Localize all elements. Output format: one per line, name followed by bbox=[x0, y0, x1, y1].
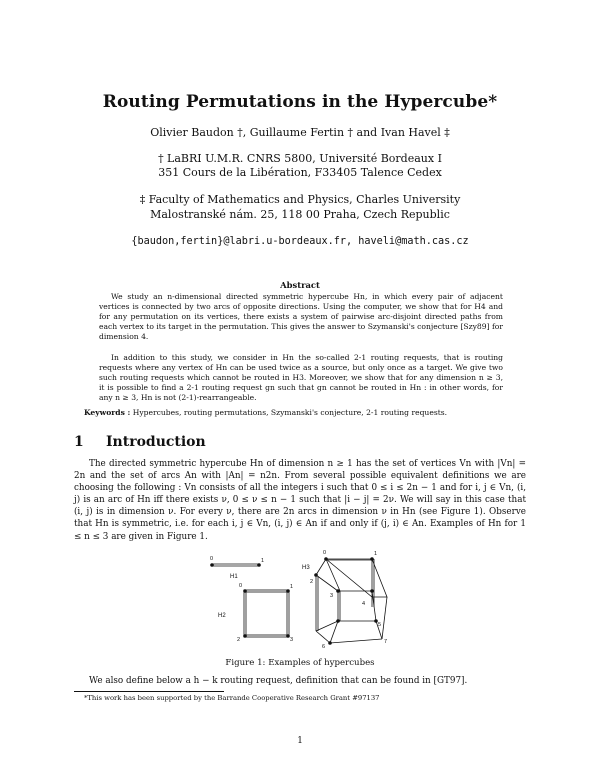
section-heading bbox=[74, 434, 206, 450]
h2-node-label: 2 bbox=[237, 637, 241, 643]
figure-hypercubes bbox=[206, 547, 396, 655]
abstract-paragraph-1: We study an n-dimensional directed symmetric hypercube Hn, in which every pair of adjacent vertices is connected by two arcs of opposite directions. Using the computer, we show that for H4 and for any permutation on its vertices, there exists a system of pairwise arc-disjoint directed paths from each vertex to its target in the permutation. This gives the answer to Szymanski's conjecture [Szy89] for dimension 4. bbox=[99, 292, 503, 341]
h3-node-label: 7 bbox=[384, 639, 388, 645]
figure-caption: Figure 1: Examples of hypercubes bbox=[225, 658, 375, 668]
affiliation-1-line-2: 351 Cours de la Libération, F33405 Talence Cedex bbox=[158, 166, 442, 179]
body-text: We also define below a h − k routing request, definition that can be found in [GT97]. bbox=[89, 676, 468, 686]
h3-node-label: 6 bbox=[322, 644, 326, 650]
h3-node-label: 0 bbox=[323, 550, 327, 556]
keywords-line bbox=[84, 408, 524, 417]
h2-square bbox=[244, 590, 289, 637]
section-number: 1 bbox=[74, 434, 84, 450]
h2-node-label: 1 bbox=[290, 584, 294, 590]
keywords-text: Hypercubes, routing permutations, Szymanski's conjecture, 2-1 routing requests. bbox=[132, 408, 448, 417]
h1-node-label: 1 bbox=[261, 558, 265, 564]
h2-node-label: 3 bbox=[290, 637, 294, 643]
abstract-paragraph-2: In addition to this study, we consider in Hn the so-called 2-1 routing requests, that is routing requests where any vertex of Hn can be used twice as a source, but only once as a target. We give two such routing requests which cannot be routed in H3. Moreover, we show that for any dimension n ≥ 3, it is possible to find a 2-1 routing request gn such that gn cannot be routed in Hn : in other words, for any n ≥ 3, Hn is not (2-1)-rearrangeable. bbox=[99, 353, 503, 402]
h1-label: H1 bbox=[230, 574, 238, 580]
paper-title: Routing Permutations in the Hypercube* bbox=[102, 92, 498, 112]
affiliation-2-line-2: Malostranské nám. 25, 118 00 Praha, Czech Republic bbox=[150, 208, 450, 221]
affiliation-2-line-1: ‡ Faculty of Mathematics and Physics, Charles University bbox=[139, 193, 461, 206]
h3-cube bbox=[316, 559, 387, 643]
author-emails: {baudon,fertin}@labri.u-bordeaux.fr, haveli@math.cas.cz bbox=[131, 236, 469, 247]
affiliation-1-line-1: † LaBRI U.M.R. CNRS 5800, Université Bordeaux I bbox=[158, 152, 442, 165]
h1-node-label: 0 bbox=[210, 556, 214, 562]
h3-node-label: 1 bbox=[374, 551, 378, 557]
footnote-rule bbox=[74, 691, 224, 692]
footnote: *This work has been supported by the Barrande Cooperative Research Grant #97137 bbox=[84, 694, 380, 702]
keywords-label: Keywords : bbox=[84, 408, 131, 417]
intro-paragraph: The directed symmetric hypercube Hn of dimension n ≥ 1 has the set of vertices Vn with |Vn| = 2n and the set of arcs An with |An| = n2n. From several possible equivalent definitions we are choosing the following : Vn consists of all the integers i such that 0 ≤ i ≤ 2n − 1 and for i, j ∈ Vn, (i, j) is an arc of Hn iff there exists ν, 0 ≤ ν ≤ n − 1 such that |i − j| = 2ν. We will say in this case that (i, j) is in dimension ν. For every ν, there are 2n arcs in dimension ν in Hn (see Figure 1). Observe that Hn is symmetric, i.e. for each i, j ∈ Vn, (i, j) ∈ An if and only if (j, i) ∈ An. Examples of Hn for 1 ≤ n ≤ 3 are given in Figure 1. bbox=[74, 459, 526, 542]
author-list: Olivier Baudon †, Guillaume Fertin † and Ivan Havel ‡ bbox=[150, 126, 450, 139]
h2-square-inner bbox=[246, 592, 287, 635]
h3-node-label: 3 bbox=[330, 593, 334, 599]
h2-label: H2 bbox=[218, 613, 226, 619]
h3-node-label: 5 bbox=[378, 622, 382, 628]
page-number: 1 bbox=[297, 736, 303, 746]
h2-node-label: 0 bbox=[239, 583, 243, 589]
h3-node-label: 4 bbox=[362, 601, 366, 607]
h3-node-label: 2 bbox=[310, 579, 314, 585]
section-title: Introduction bbox=[106, 434, 206, 450]
h3-label: H3 bbox=[302, 565, 310, 571]
abstract-heading: Abstract bbox=[280, 280, 320, 290]
